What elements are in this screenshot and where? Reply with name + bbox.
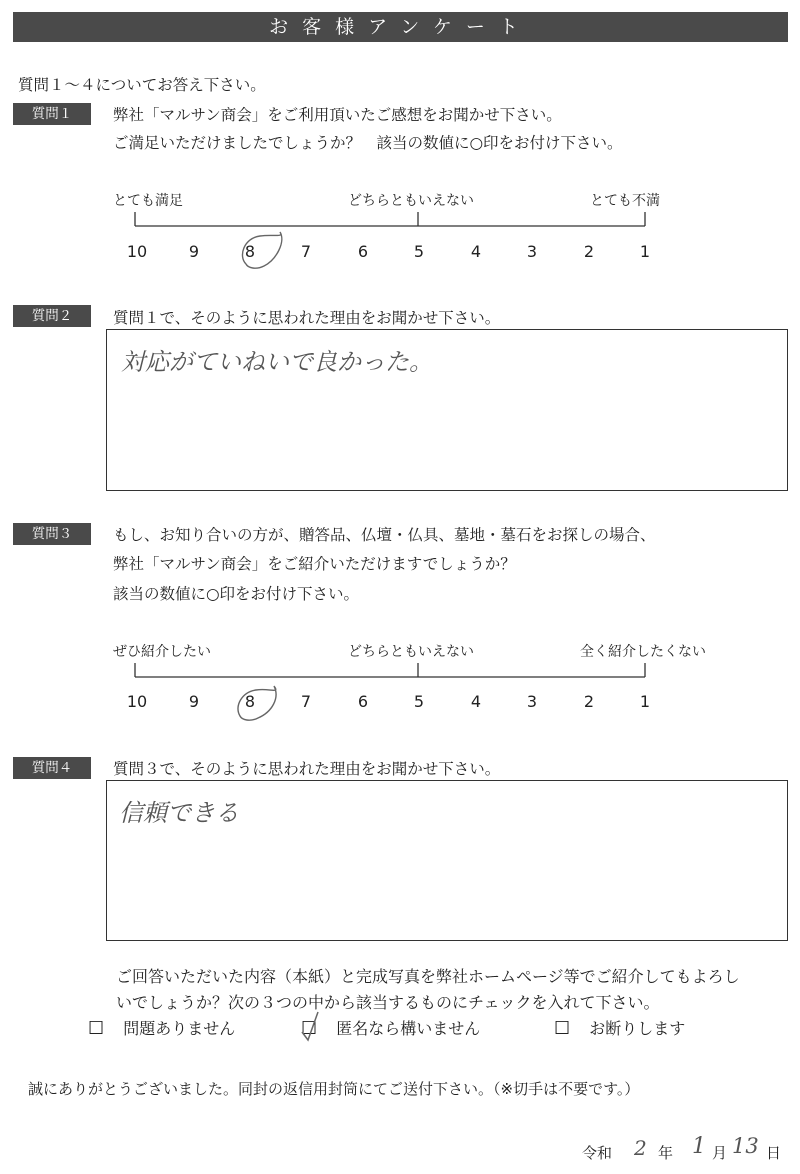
consent-option-ok[interactable] [88,1016,235,1039]
q4-label: 質問４ [13,757,91,779]
q1-label: 質問１ [13,103,91,125]
checkbox-checked-icon[interactable]: ☐ [301,1018,318,1039]
q2-label: 質問２ [13,305,91,327]
date-row [582,1134,792,1168]
q3-selection-circle [232,682,284,724]
option-label: 問題ありません [123,1019,236,1038]
q1-option[interactable]: 3 [526,242,538,261]
q1-option[interactable]: 10 [126,242,148,261]
q1-scale-mid-label: どちらともいえない [348,193,474,209]
q3-option-selected[interactable]: 8 [244,692,256,711]
q3-option[interactable]: 1 [639,692,651,711]
date-year[interactable]: 2 [634,1136,647,1160]
q3-option[interactable]: 10 [126,692,148,711]
q1-option[interactable]: 4 [470,242,482,261]
q1-scale-left-label: とても満足 [113,193,183,209]
date-month-unit: 月 [712,1144,728,1162]
q1-option[interactable]: 9 [188,242,200,261]
q1-scale-line [120,208,660,236]
q4-answer-box[interactable] [106,780,788,941]
q3-scale-mid-label: どちらともいえない [348,644,474,660]
q1-option[interactable]: 1 [639,242,651,261]
date-era: 令和 [582,1144,613,1162]
q3-option[interactable]: 2 [583,692,595,711]
q2-question: 質問１で、そのように思われた理由をお聞かせ下さい。 [113,309,501,327]
q3-question-line2: 弊社「マルサン商会」をご紹介いただけますでしょうか？ [113,555,516,573]
q3-option[interactable]: 3 [526,692,538,711]
q1-question-line2: ご満足いただけましたでしょうか？ 該当の数値に○印をお付け下さい。 [113,134,623,152]
q3-question-line1: もし、お知り合いの方が、贈答品、仏壇・仏具、墓地・墓石をお探しの場合、 [113,526,656,544]
date-day[interactable]: 13 [732,1134,759,1158]
option-label: 匿名なら構いません [336,1019,481,1038]
q3-scale-right-label: 全く紹介したくない [580,644,706,660]
q1-number-row [0,242,800,266]
q3-option[interactable]: 4 [470,692,482,711]
q1-option-selected[interactable]: 8 [244,242,256,261]
thanks-text: 誠にありがとうございました。同封の返信用封筒にてご送付下さい。（※切手は不要です。） [28,1080,640,1098]
q3-number-row [0,692,800,716]
q1-selection-circle [236,228,290,272]
q3-scale-left-label: ぜひ紹介したい [113,644,211,660]
consent-text-line1: ご回答いただいた内容（本紙）と完成写真を弊社ホームページ等でご紹介してもよろし [116,967,740,986]
q3-option[interactable]: 7 [300,692,312,711]
q3-scale-line [120,659,660,687]
check-mark-icon [296,1010,322,1044]
checkbox-icon[interactable]: ☐ [554,1018,571,1039]
q1-option[interactable]: 2 [583,242,595,261]
q3-label: 質問３ [13,523,91,545]
consent-text-line2: いでしょうか？次の３つの中から該当するものにチェックを入れて下さい。 [116,993,660,1012]
q3-question-line3: 該当の数値に○印をお付け下さい。 [113,585,360,603]
date-year-unit: 年 [658,1144,674,1162]
q1-option[interactable]: 6 [357,242,369,261]
intro-text: 質問１～４についてお答え下さい。 [18,76,266,94]
q1-scale-right-label: とても不満 [590,193,660,209]
date-month[interactable]: 1 [692,1134,706,1159]
checkbox-icon[interactable]: ☐ [88,1018,105,1039]
consent-option-anonymous[interactable] [301,1016,480,1039]
option-label: お断りします [589,1019,686,1038]
q3-option[interactable]: 9 [188,692,200,711]
consent-options [88,1016,748,1042]
q1-option[interactable]: 5 [413,242,425,261]
q4-question: 質問３で、そのように思われた理由をお聞かせ下さい。 [113,760,501,778]
q2-answer-box[interactable] [106,329,788,491]
q3-option[interactable]: 5 [413,692,425,711]
consent-option-decline[interactable] [554,1016,685,1039]
q3-option[interactable]: 6 [357,692,369,711]
q1-question-line1: 弊社「マルサン商会」をご利用頂いたご感想をお聞かせ下さい。 [113,106,562,124]
q2-answer-text: 対応がていねいで良かった。 [121,348,433,376]
q4-answer-text: 信頼できる [119,799,239,827]
survey-title: お客様アンケート [13,12,788,42]
q1-option[interactable]: 7 [300,242,312,261]
date-day-unit: 日 [766,1144,782,1162]
